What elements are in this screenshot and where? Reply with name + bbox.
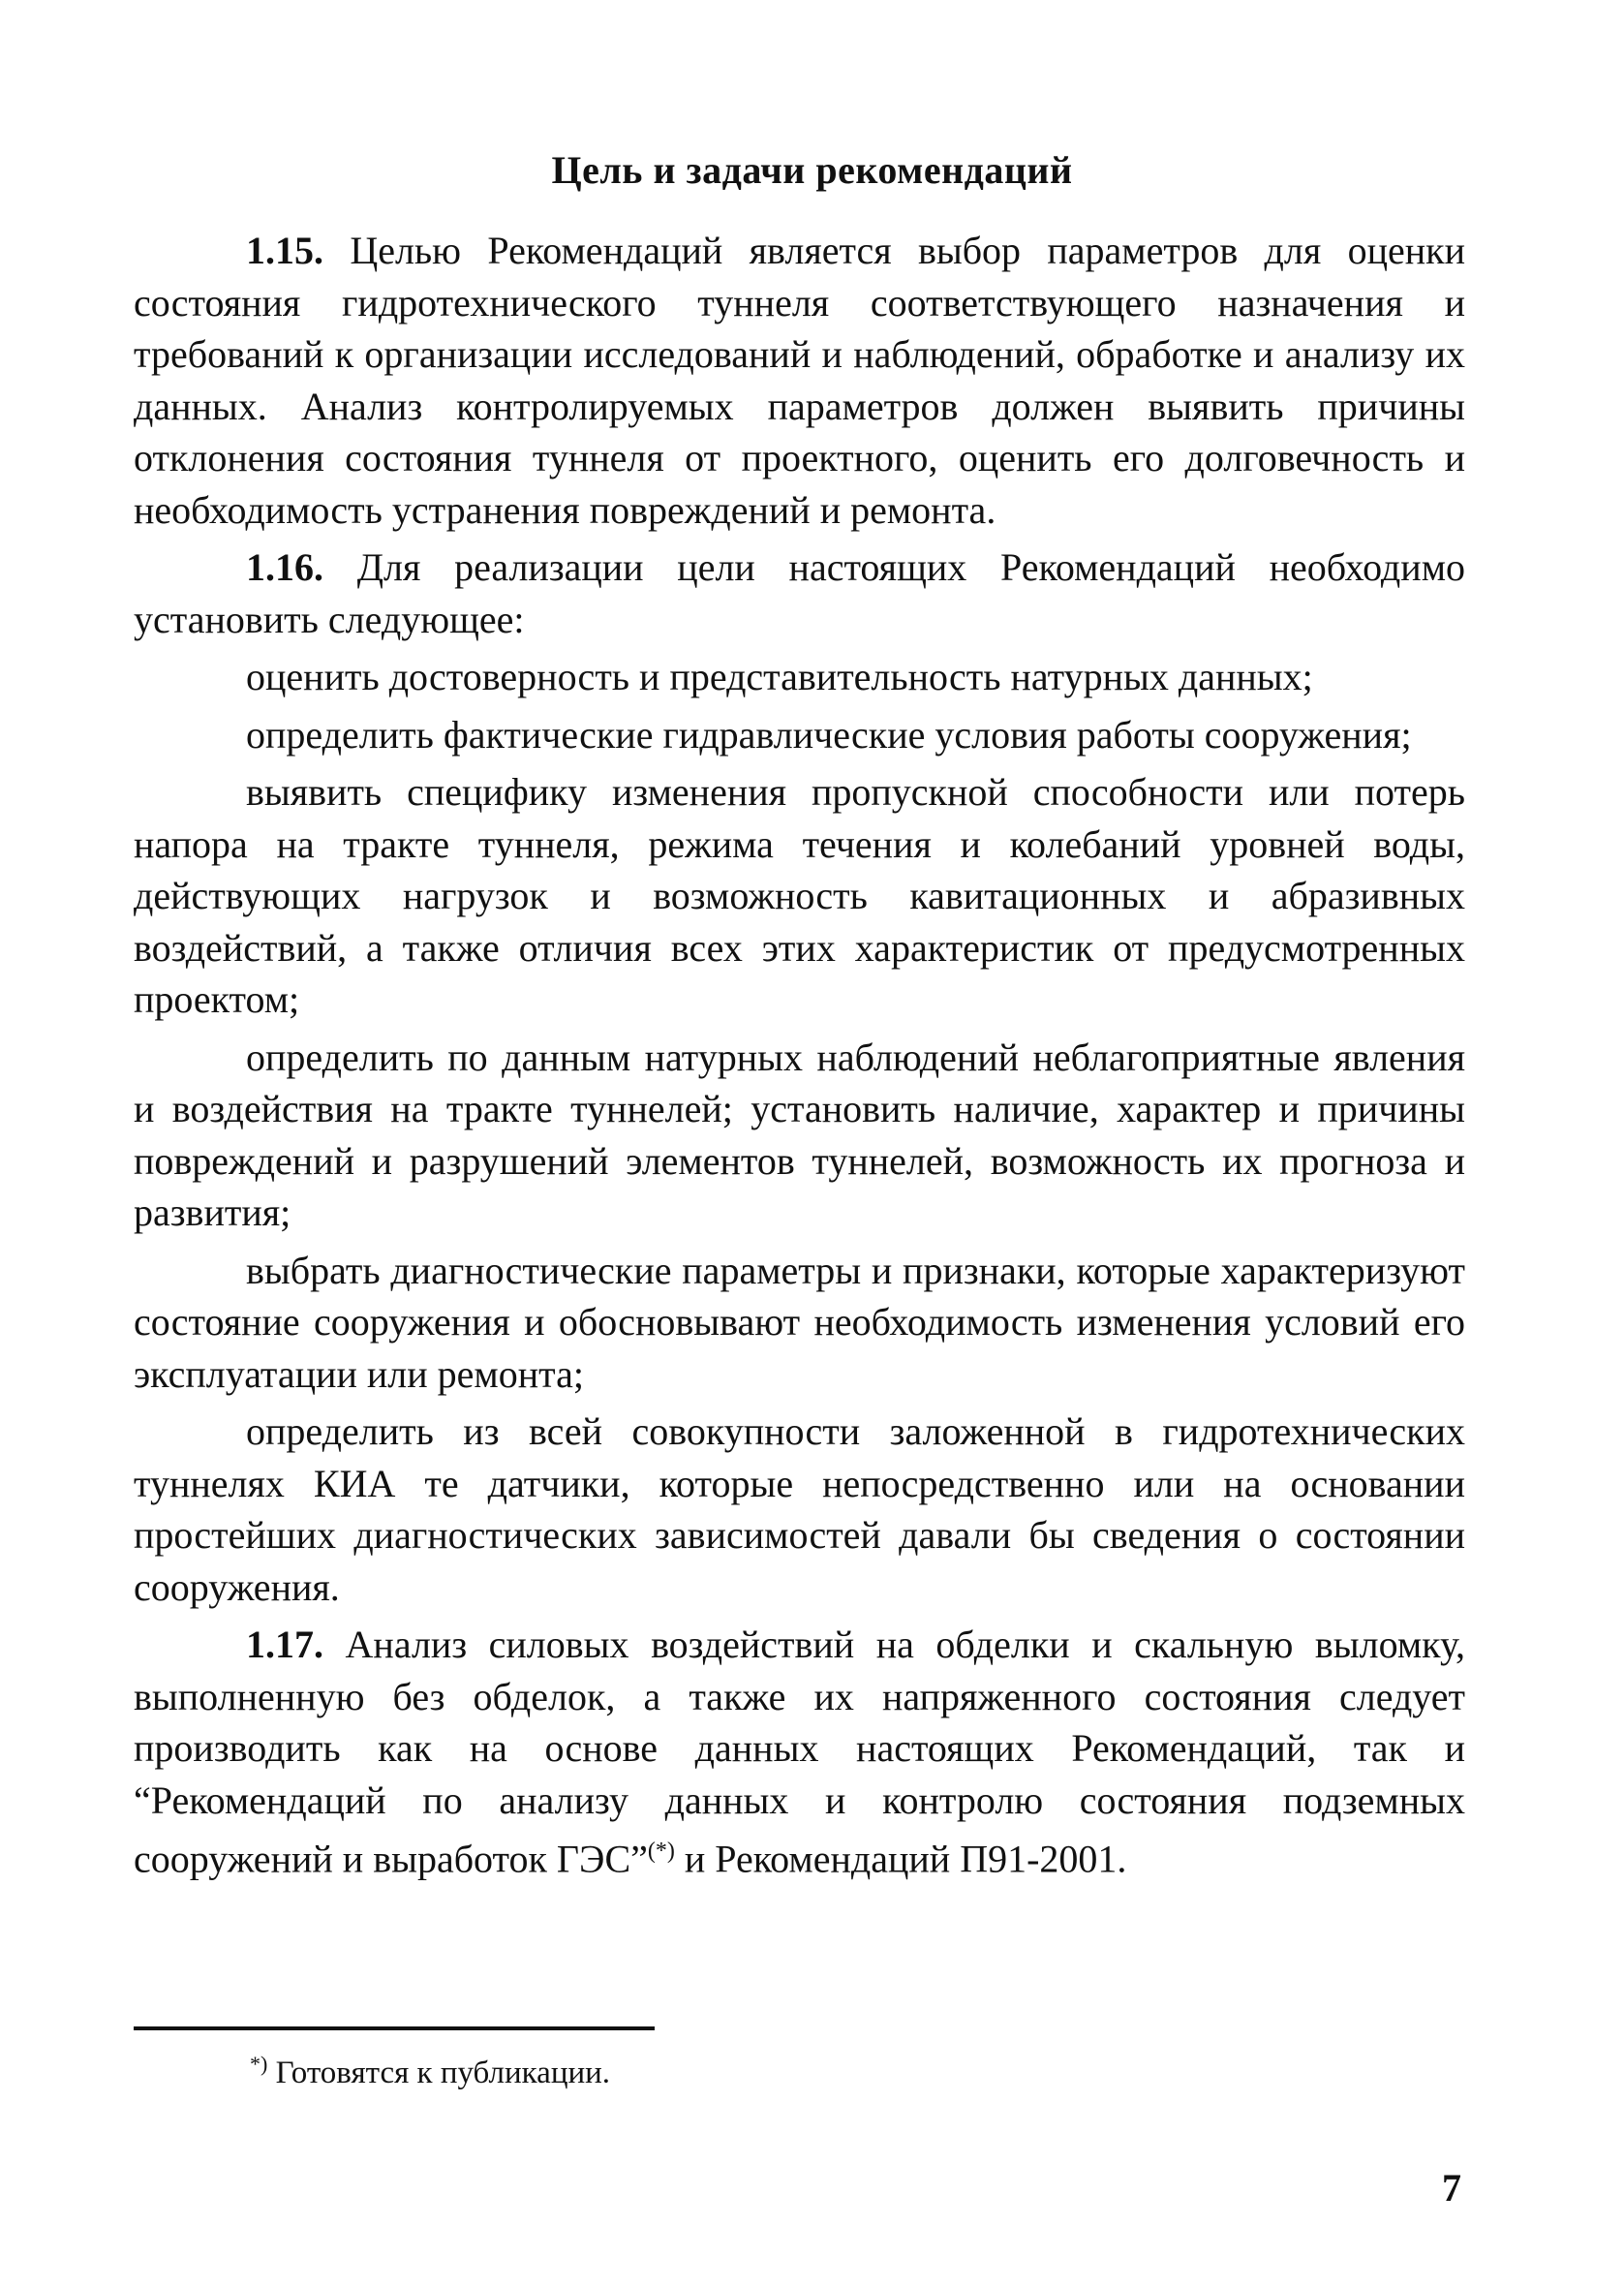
paragraph-number: 1.16.	[246, 545, 323, 589]
body-text	[134, 225, 1465, 1891]
paragraph-1-17	[134, 1619, 1465, 1885]
footnote-separator	[134, 2026, 655, 2030]
list-item	[134, 1245, 1465, 1401]
list-item	[134, 651, 1465, 703]
list-item-text: оценить достоверность и представительность натурных данных;	[246, 655, 1313, 698]
footnote-text: Готовятся к публикации.	[267, 2056, 611, 2090]
footnote-mark: *)	[250, 2052, 268, 2076]
list-item	[134, 709, 1465, 761]
paragraph-tail-text: и Рекомендаций П91-2001.	[674, 1837, 1127, 1881]
list-item-text: определить по данным натурных наблюдений неблагоприятные явления и воздействия на тракте туннелей; установить наличие, характер и причины повреждений и разрушений элементов туннелей, возможность их прогноза и развития;	[134, 1035, 1465, 1234]
list-item-text: определить из всей совокупности заложенной в гидротехнических туннелях КИА те датчики, которые непосредственно или на основании простейших диагностических зависимостей давали бы сведения о состоянии сооружения.	[134, 1409, 1465, 1609]
paragraph-text: Анализ силовых воздействий на обделки и скальную выломку, выполненную без обделок, а также их напряженного состояния следует производить как на основе данных настоящих Рекомендаций, так и “Рекомендаций по анализу данных и контролю состояния подземных сооружений и выработок ГЭС”	[134, 1623, 1466, 1881]
footnote	[250, 2052, 610, 2091]
paragraph-1-16	[134, 541, 1465, 645]
list-item	[134, 1032, 1465, 1239]
paragraph-text: Целью Рекомендаций является выбор параметров для оценки состояния гидротехнического туннеля соответствующего назначения и требований к организации исследований и наблюдений, обработке и анализу их данных. Анализ контролируемых параметров должен выявить причины отклонения состояния туннеля от проектного, оценить его долговечность и необходимость устранения повреждений и ремонта.	[134, 229, 1465, 532]
page-number: 7	[1442, 2166, 1461, 2210]
footnote-reference: (*)	[647, 1839, 675, 1864]
list-item-text: выбрать диагностические параметры и признаки, которые характеризуют состояние сооружения и обосновывают необходимость изменения условий его эксплуатации или ремонта;	[134, 1248, 1465, 1396]
list-item	[134, 1406, 1465, 1613]
paragraph-1-15	[134, 225, 1465, 536]
list-item	[134, 766, 1465, 1026]
paragraph-number: 1.15.	[246, 229, 323, 272]
list-item-text: выявить специфику изменения пропускной способности или потерь напора на тракте туннеля, режима течения и колебаний уровней воды, действующих нагрузок и возможность кавитационных и абразивных воздействий, а также отличия всех этих характеристик от предусмотренных проектом;	[134, 770, 1465, 1021]
list-item-text: определить фактические гидравлические условия работы сооружения;	[246, 712, 1412, 757]
paragraph-text: Для реализации цели настоящих Рекомендаций необходимо установить следующее:	[134, 545, 1466, 641]
paragraph-number: 1.17.	[246, 1623, 323, 1666]
section-heading: Цель и задачи рекомендаций	[551, 148, 1073, 192]
